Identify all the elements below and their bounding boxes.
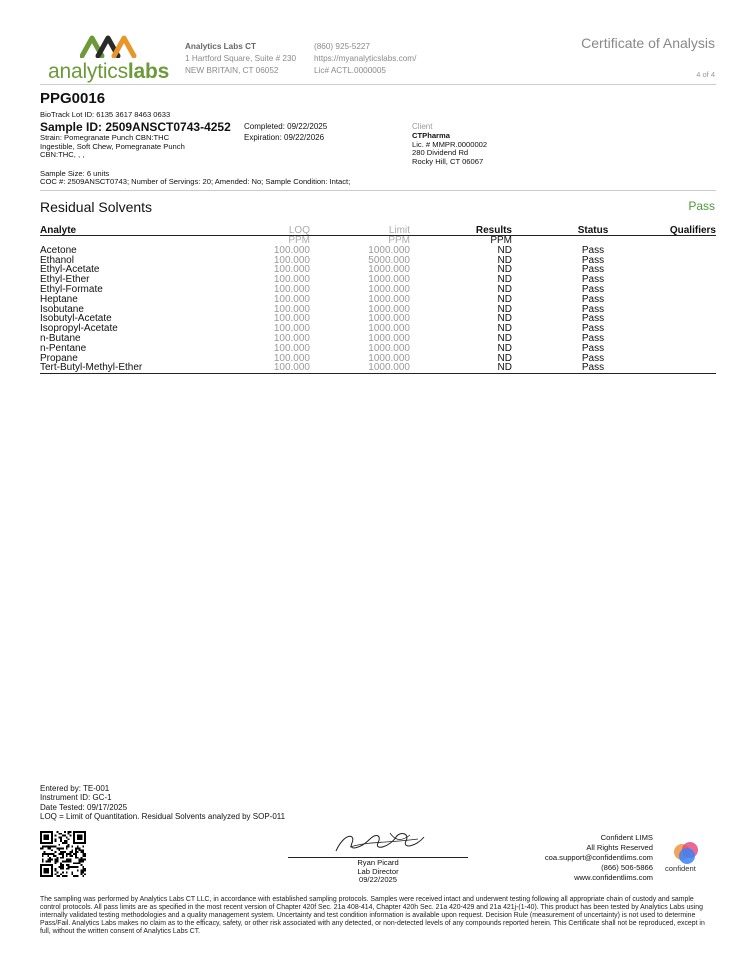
unit-results: PPM (490, 235, 512, 246)
confident-logo-text: confident (665, 864, 696, 873)
cell-analyte: Ethyl-Formate (40, 283, 103, 295)
cell-loq: 100.000 (273, 362, 310, 374)
header-results: Results (475, 225, 512, 236)
strain-info (40, 134, 185, 160)
header-loq: LOQ (288, 225, 310, 236)
lab-name: Analytics Labs CT (185, 42, 256, 51)
header-analyte: Analyte (40, 225, 77, 236)
lims-website-link[interactable]: www.confidentlims.com (574, 873, 653, 882)
cell-loq: 100.000 (273, 264, 310, 276)
cell-result: ND (497, 332, 512, 344)
cell-status: Pass (581, 244, 605, 256)
table-header-row (40, 225, 716, 236)
cell-status: Pass (581, 352, 605, 364)
cell-analyte: Propane (40, 352, 78, 364)
cell-result: ND (497, 264, 512, 276)
client-address-line-2: Rocky Hill, CT 06067 (412, 156, 484, 166)
logo-text-light: analytics (48, 60, 128, 83)
client-address-line-1: 280 Dividend Rd (412, 148, 469, 158)
instrument-id: Instrument ID: GC-1 (40, 793, 112, 803)
cell-status: Pass (581, 303, 605, 315)
lab-website-link[interactable]: https://myanalyticslabs.com/ (314, 54, 417, 63)
cell-limit: 5000.000 (368, 254, 410, 266)
client-label: Client (412, 122, 433, 131)
lab-contact (314, 41, 416, 77)
signer-title: Lab Director (357, 866, 399, 876)
logo-wordmark (48, 60, 169, 84)
cell-loq: 100.000 (273, 254, 310, 266)
client-name: CTPharma (412, 131, 450, 140)
cell-loq: 100.000 (273, 293, 310, 305)
lims-info (545, 833, 653, 883)
cell-analyte: Ethyl-Acetate (40, 264, 100, 276)
expiration-date: Expiration: 09/22/2026 (244, 132, 325, 142)
date-tested: Date Tested: 09/17/2025 (40, 802, 128, 812)
table-bottom-rule (40, 373, 716, 374)
cell-loq: 100.000 (273, 323, 310, 335)
cell-result: ND (497, 293, 512, 305)
cell-loq: 100.000 (273, 244, 310, 256)
cell-result: ND (497, 303, 512, 315)
section-divider (40, 190, 716, 191)
cell-loq: 100.000 (273, 342, 310, 354)
cell-analyte: Heptane (40, 293, 78, 305)
cell-status: Pass (581, 323, 605, 335)
cell-analyte: n-Butane (40, 332, 81, 344)
biotrack-lot-id: BioTrack Lot ID: 6135 3617 8463 0633 (40, 110, 171, 119)
cell-limit: 1000.000 (368, 244, 410, 256)
header-status: Status (577, 225, 609, 236)
dates-info (244, 122, 327, 143)
cell-result: ND (497, 244, 512, 256)
confident-logo-icon (662, 840, 712, 880)
strain: Strain: Pomegranate Punch CBN:THC (40, 133, 170, 142)
cell-loq: 100.000 (273, 274, 310, 286)
cell-status: Pass (581, 264, 605, 276)
cell-result: ND (497, 254, 512, 266)
completed-date: Completed: 09/22/2025 (244, 122, 328, 131)
lims-name: Confident LIMS (600, 833, 653, 842)
cell-analyte: n-Pentane (40, 342, 87, 354)
cell-loq: 100.000 (273, 303, 310, 315)
lab-address-line-2: NEW BRITAIN, CT 06052 (185, 66, 279, 75)
cell-limit: 1000.000 (368, 362, 410, 374)
cell-result: ND (497, 323, 512, 335)
cell-analyte: Acetone (40, 244, 77, 256)
cell-status: Pass (581, 274, 605, 286)
cell-result: ND (497, 352, 512, 364)
lab-license: Lic# ACTL.0000005 (314, 66, 386, 75)
unit-loq: PPM (288, 235, 310, 246)
cell-analyte: Isobutyl-Acetate (40, 313, 112, 325)
cell-status: Pass (581, 362, 605, 374)
cell-result: ND (497, 342, 512, 354)
table-row (40, 363, 716, 373)
loq-note: LOQ = Limit of Quantitation. Residual Solvents analyzed by SOP-011 (40, 811, 286, 821)
test-notes (40, 784, 285, 821)
cell-status: Pass (581, 283, 605, 295)
unit-limit: PPM (388, 235, 410, 246)
logo-text-bold: labs (127, 60, 170, 83)
cell-limit: 1000.000 (368, 323, 410, 335)
cell-status: Pass (581, 293, 605, 305)
cell-loq: 100.000 (273, 352, 310, 364)
cell-limit: 1000.000 (368, 283, 410, 295)
section-status-badge: Pass (688, 199, 715, 213)
header-limit: Limit (388, 225, 410, 236)
lab-address-line-1: 1 Hartford Square, Suite # 230 (185, 54, 297, 63)
cell-status: Pass (581, 332, 605, 344)
sample-id: Sample ID: 2509ANSCT0743-4252 (40, 120, 231, 134)
lims-email-link[interactable]: coa.support@confidentlims.com (544, 853, 653, 862)
section-title: Residual Solvents (40, 199, 153, 215)
cell-analyte: Isopropyl-Acetate (40, 323, 118, 335)
cell-result: ND (497, 313, 512, 325)
signer-block (288, 859, 468, 885)
signer-date: 09/22/2025 (358, 875, 397, 884)
cell-limit: 1000.000 (368, 332, 410, 344)
qr-code-icon[interactable] (40, 831, 86, 877)
lab-info (185, 41, 296, 77)
cell-analyte: Ethanol (40, 254, 74, 266)
analytics-labs-logo-icon (80, 32, 140, 58)
cell-loq: 100.000 (273, 283, 310, 295)
cell-analyte: Isobutane (40, 303, 84, 315)
lims-phone: (866) 506-5866 (601, 863, 653, 872)
header-qualifiers: Qualifiers (669, 225, 716, 236)
client-license: Lic. # MMPR.0000002 (412, 139, 488, 149)
cell-result: ND (497, 283, 512, 295)
cell-limit: 1000.000 (368, 274, 410, 286)
product-type: Ingestible, Soft Chew, Pomegranate Punch (40, 141, 185, 151)
cell-result: ND (497, 274, 512, 286)
header-divider (40, 84, 716, 85)
cell-result: ND (497, 362, 512, 374)
cell-loq: 100.000 (273, 313, 310, 325)
cell-status: Pass (581, 342, 605, 354)
cell-analyte: Ethyl-Ether (40, 274, 90, 286)
entered-by: Entered by: TE-001 (40, 784, 110, 793)
table-body (40, 246, 716, 373)
results-table (40, 225, 716, 374)
lims-rights: All Rights Reserved (586, 843, 653, 852)
cell-limit: 1000.000 (368, 313, 410, 325)
cell-status: Pass (581, 254, 605, 266)
page-number: 4 of 4 (696, 70, 715, 79)
cell-limit: 1000.000 (368, 342, 410, 354)
cell-limit: 1000.000 (368, 264, 410, 276)
sample-code: PPG0016 (40, 90, 106, 107)
cell-loq: 100.000 (273, 332, 310, 344)
cell-limit: 1000.000 (368, 303, 410, 315)
signature-icon (330, 829, 430, 857)
disclaimer-text: The sampling was performed by Analytics Labs CT LLC, in accordance with established sampling protocols. Samples were received intact and underwent testing following all appropriate chain of custody and sample control protocols. All pass limits are as specified in the most recent version of Chapter 420f Sec. 21a 408-414, Chapter 420h Sec. 21a 420-429 and 21a 421j-(1-40). This product has been tested by Analytics Labs using internally validated testing methodologies and a quality management system. Uncertainty and test condition information is available upon request. Decision Rule (measurement of uncertainty) is not used to determine Pass/Fail. Analytics Labs makes no claim as to the efficacy, safety, or other risk associated with any detected, or non-detected levels of any compounds reported herein. This Certificate shall not be reproduced, except in full, without the written consent of Analytics Labs CT. (40, 896, 705, 935)
cbn-ratio: CBN:THC, , , (40, 150, 85, 160)
cell-status: Pass (581, 313, 605, 325)
cell-limit: 1000.000 (368, 293, 410, 305)
cell-analyte: Tert-Butyl-Methyl-Ether (40, 362, 143, 374)
cell-limit: 1000.000 (368, 352, 410, 364)
coc-info: COC #: 2509ANSCT0743; Number of Servings: 20; Amended: No; Sample Condition: Intact; (40, 177, 351, 186)
client-info (412, 122, 487, 166)
lab-phone: (860) 925-5227 (314, 42, 370, 51)
document-title: Certificate of Analysis (581, 35, 715, 51)
sample-size: Sample Size: 6 units (40, 169, 110, 178)
signer-name: Ryan Picard (357, 858, 399, 867)
